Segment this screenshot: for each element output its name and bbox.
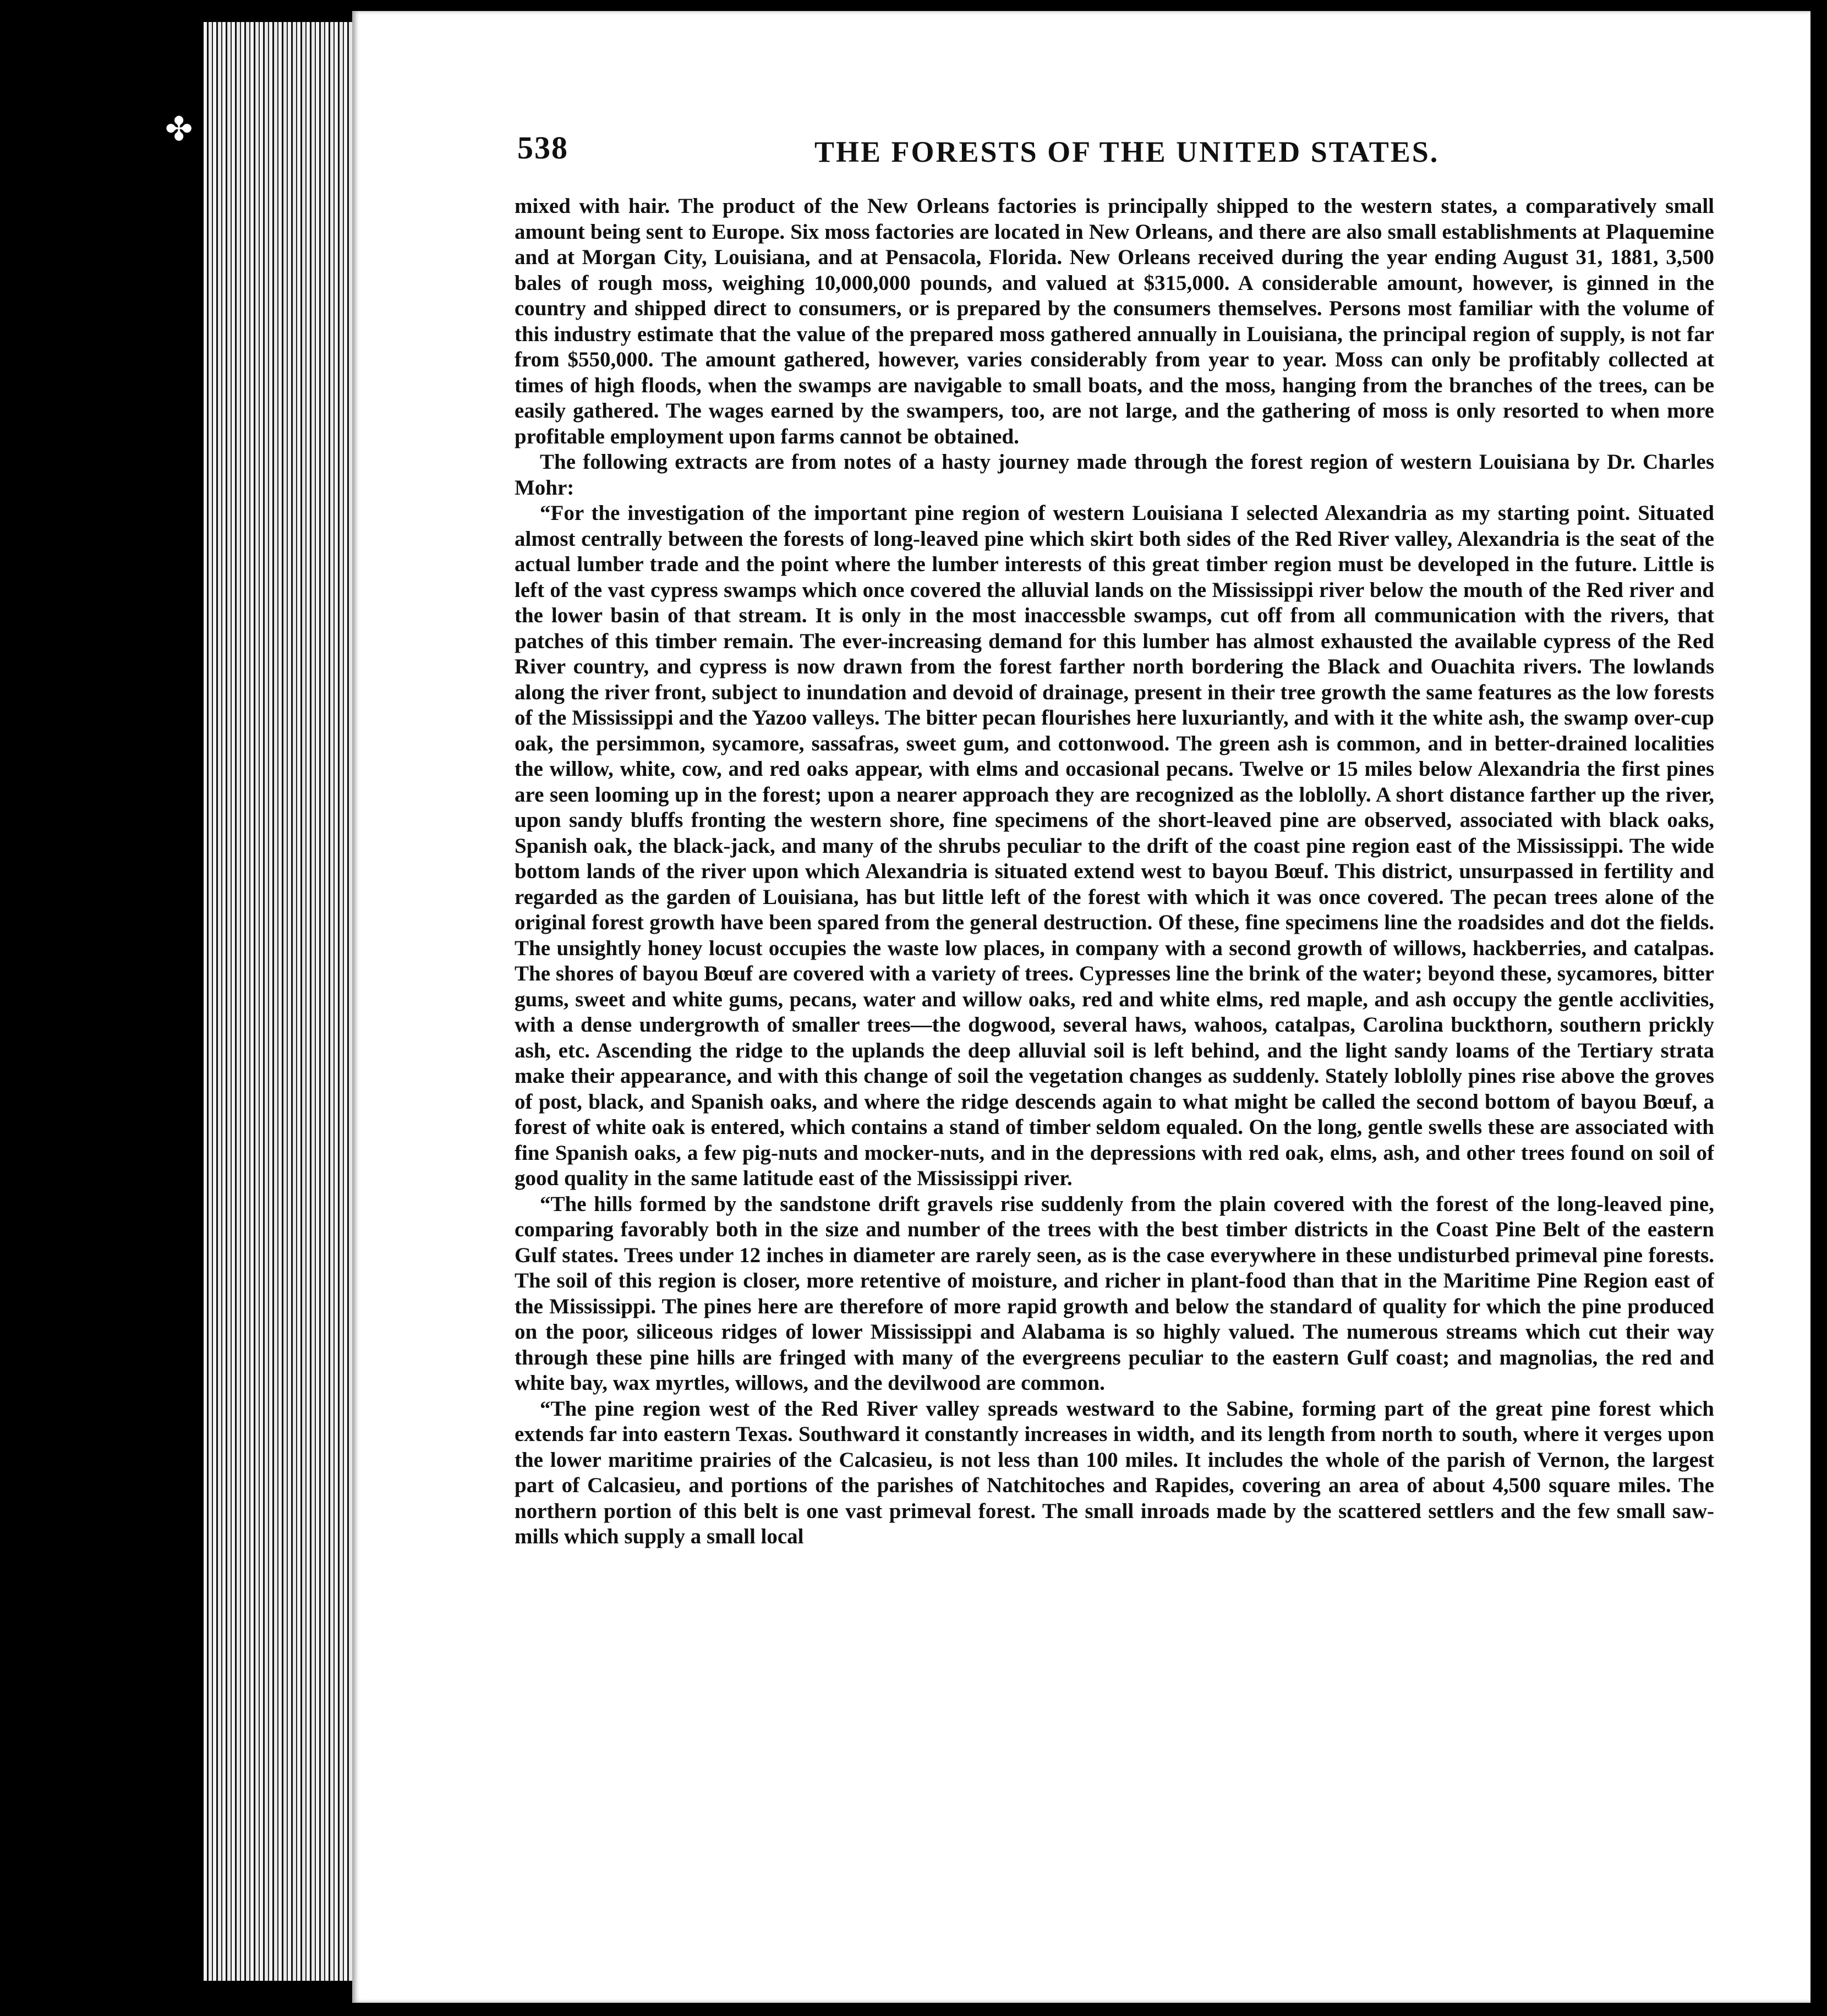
page-body — [515, 194, 1714, 1861]
paragraph-intro: The following extracts are from notes of a hasty journey made through the forest region of western Louisiana by Dr. Charles Mohr: — [515, 450, 1714, 500]
book-page-edges — [204, 22, 369, 1981]
page-number: 538 — [517, 130, 568, 166]
page-header — [517, 129, 1717, 179]
scan-artifact-icon: ✤ — [165, 110, 193, 149]
paragraph-quote: “The hills formed by the sandstone drift gravels rise suddenly from the plain covered with the forest of the long-leaved pine, comparing favorably both in the size and number of the trees with the best timber districts in the Coast Pine Belt of the eastern Gulf states. Trees under 12 inches in diameter are rarely seen, as is the case everywhere in these undisturbed primeval pine forests. The soil of this region is closer, more retentive of moisture, and richer in plant-food than that in the Maritime Pine Region east of the Mississippi. The pines here are therefore of more rapid growth and below the standard of quality for which the pine produced on the poor, siliceous ridges of lower Mississippi and Alabama is so highly valued. The numerous streams which cut their way through these pine hills are fringed with many of the evergreens peculiar to the eastern Gulf coast; and magnolias, the red and white bay, wax myrtles, willows, and the devilwood are common. — [515, 1192, 1714, 1395]
running-title: THE FORESTS OF THE UNITED STATES. — [814, 135, 1440, 168]
paragraph-continuation: mixed with hair. The product of the New Orleans factories is principally shipped to the western states, a comparatively small amount being sent to Europe. Six moss factories are located in New Orleans, and there are also small establishments at Plaquemine and at Morgan City, Louisiana, and at Pensacola, Florida. New Orleans received during the year ending August 31, 1881, 3,500 bales of rough moss, weighing 10,000,000 pounds, and valued at $315,000. A considerable amount, however, is ginned in the country and shipped direct to consumers, or is prepared by the consumers themselves. Persons most familiar with the volume of this industry estimate that the value of the prepared moss gathered annually in Louisiana, the principal region of supply, is not far from $550,000. The amount gathered, however, varies considerably from year to year. Moss can only be profitably collected at times of high floods, when the swamps are navigable to small boats, and the moss, hanging from the branches of the trees, can be easily gathered. The wages earned by the swampers, too, are not large, and the gathering of moss is only resorted to when more profitable employment upon farms cannot be obtained. — [515, 194, 1714, 448]
paragraph-quote: “The pine region west of the Red River valley spreads westward to the Sabine, forming part of the great pine forest which extends far into eastern Texas. Southward it constantly increases in width, and its length from north to south, where it verges upon the lower maritime prairies of the Calcasieu, is not less than 100 miles. It includes the whole of the parish of Vernon, the largest part of Calcasieu, and portions of the parishes of Natchitoches and Rapides, covering an area of about 4,500 square miles. The northern portion of this belt is one vast primeval forest. The small inroads made by the scattered settlers and the few small saw-mills which supply a small local — [515, 1396, 1714, 1548]
paragraph-quote: “For the investigation of the important pine region of western Louisiana I selected Alexandria as my starting point. Situated almost centrally between the forests of long-leaved pine which skirt both sides of the Red River valley, Alexandria is the seat of the actual lumber trade and the point where the lumber interests of this great timber region must be developed in the future. Little is left of the vast cypress swamps which once covered the alluvial lands on the Mississippi river below the mouth of the Red river and the lower basin of that stream. It is only in the most inaccessble swamps, cut off from all communication with the rivers, that patches of this timber remain. The ever-increasing demand for this lumber has almost exhausted the available cypress of the Red River country, and cypress is now drawn from the forest farther north bordering the Black and Ouachita rivers. The lowlands along the river front, subject to inundation and devoid of drainage, present in their tree growth the same features as the low forests of the Mississippi and the Yazoo valleys. The bitter pecan flourishes here luxuriantly, and with it the white ash, the swamp over-cup oak, the persimmon, sycamore, sassafras, sweet gum, and cottonwood. The green ash is common, and in better-drained localities the willow, white, cow, and red oaks appear, with elms and occasional pecans. Twelve or 15 miles below Alexandria the first pines are seen looming up in the forest; upon a nearer approach they are recognized as the loblolly. A short distance farther up the river, upon sandy bluffs fronting the western shore, fine specimens of the short-leaved pine are observed, associated with black oaks, Spanish oak, the black-jack, and many of the shrubs peculiar to the drift of the coast pine region east of the Mississippi. The wide bottom lands of the river upon which Alexandria is situated extend west to bayou Bœuf. This district, unsurpassed in fertility and regarded as the garden of Louisiana, has but little left of the forest with which it was once covered. The pecan trees alone of the original forest growth have been spared from the general destruction. Of these, fine specimens line the roadsides and dot the fields. The unsightly honey locust occupies the waste low places, in company with a second growth of willows, hackberries, and catalpas. The shores of bayou Bœuf are covered with a variety of trees. Cypresses line the brink of the water; beyond these, sycamores, bitter gums, sweet and white gums, pecans, water and willow oaks, red and white elms, red maple, and ash occupy the gentle acclivities, with a dense undergrowth of smaller trees—the dogwood, several haws, wahoos, catalpas, Carolina buckthorn, southern prickly ash, etc. Ascending the ridge to the uplands the deep alluvial soil is left behind, and the light sandy loams of the Tertiary strata make their appearance, and with this change of soil the vegetation changes as suddenly. Stately loblolly pines rise above the groves of post, black, and Spanish oaks, and where the ridge descends again to what might be called the second bottom of bayou Bœuf, a forest of white oak is entered, which contains a stand of timber seldom equaled. On the long, gentle swells these are associated with fine Spanish oaks, a few pig-nuts and mocker-nuts, and in the depressions with red oak, elms, ash, and other trees found on soil of good quality in the same latitude east of the Mississippi river. — [515, 501, 1714, 1190]
